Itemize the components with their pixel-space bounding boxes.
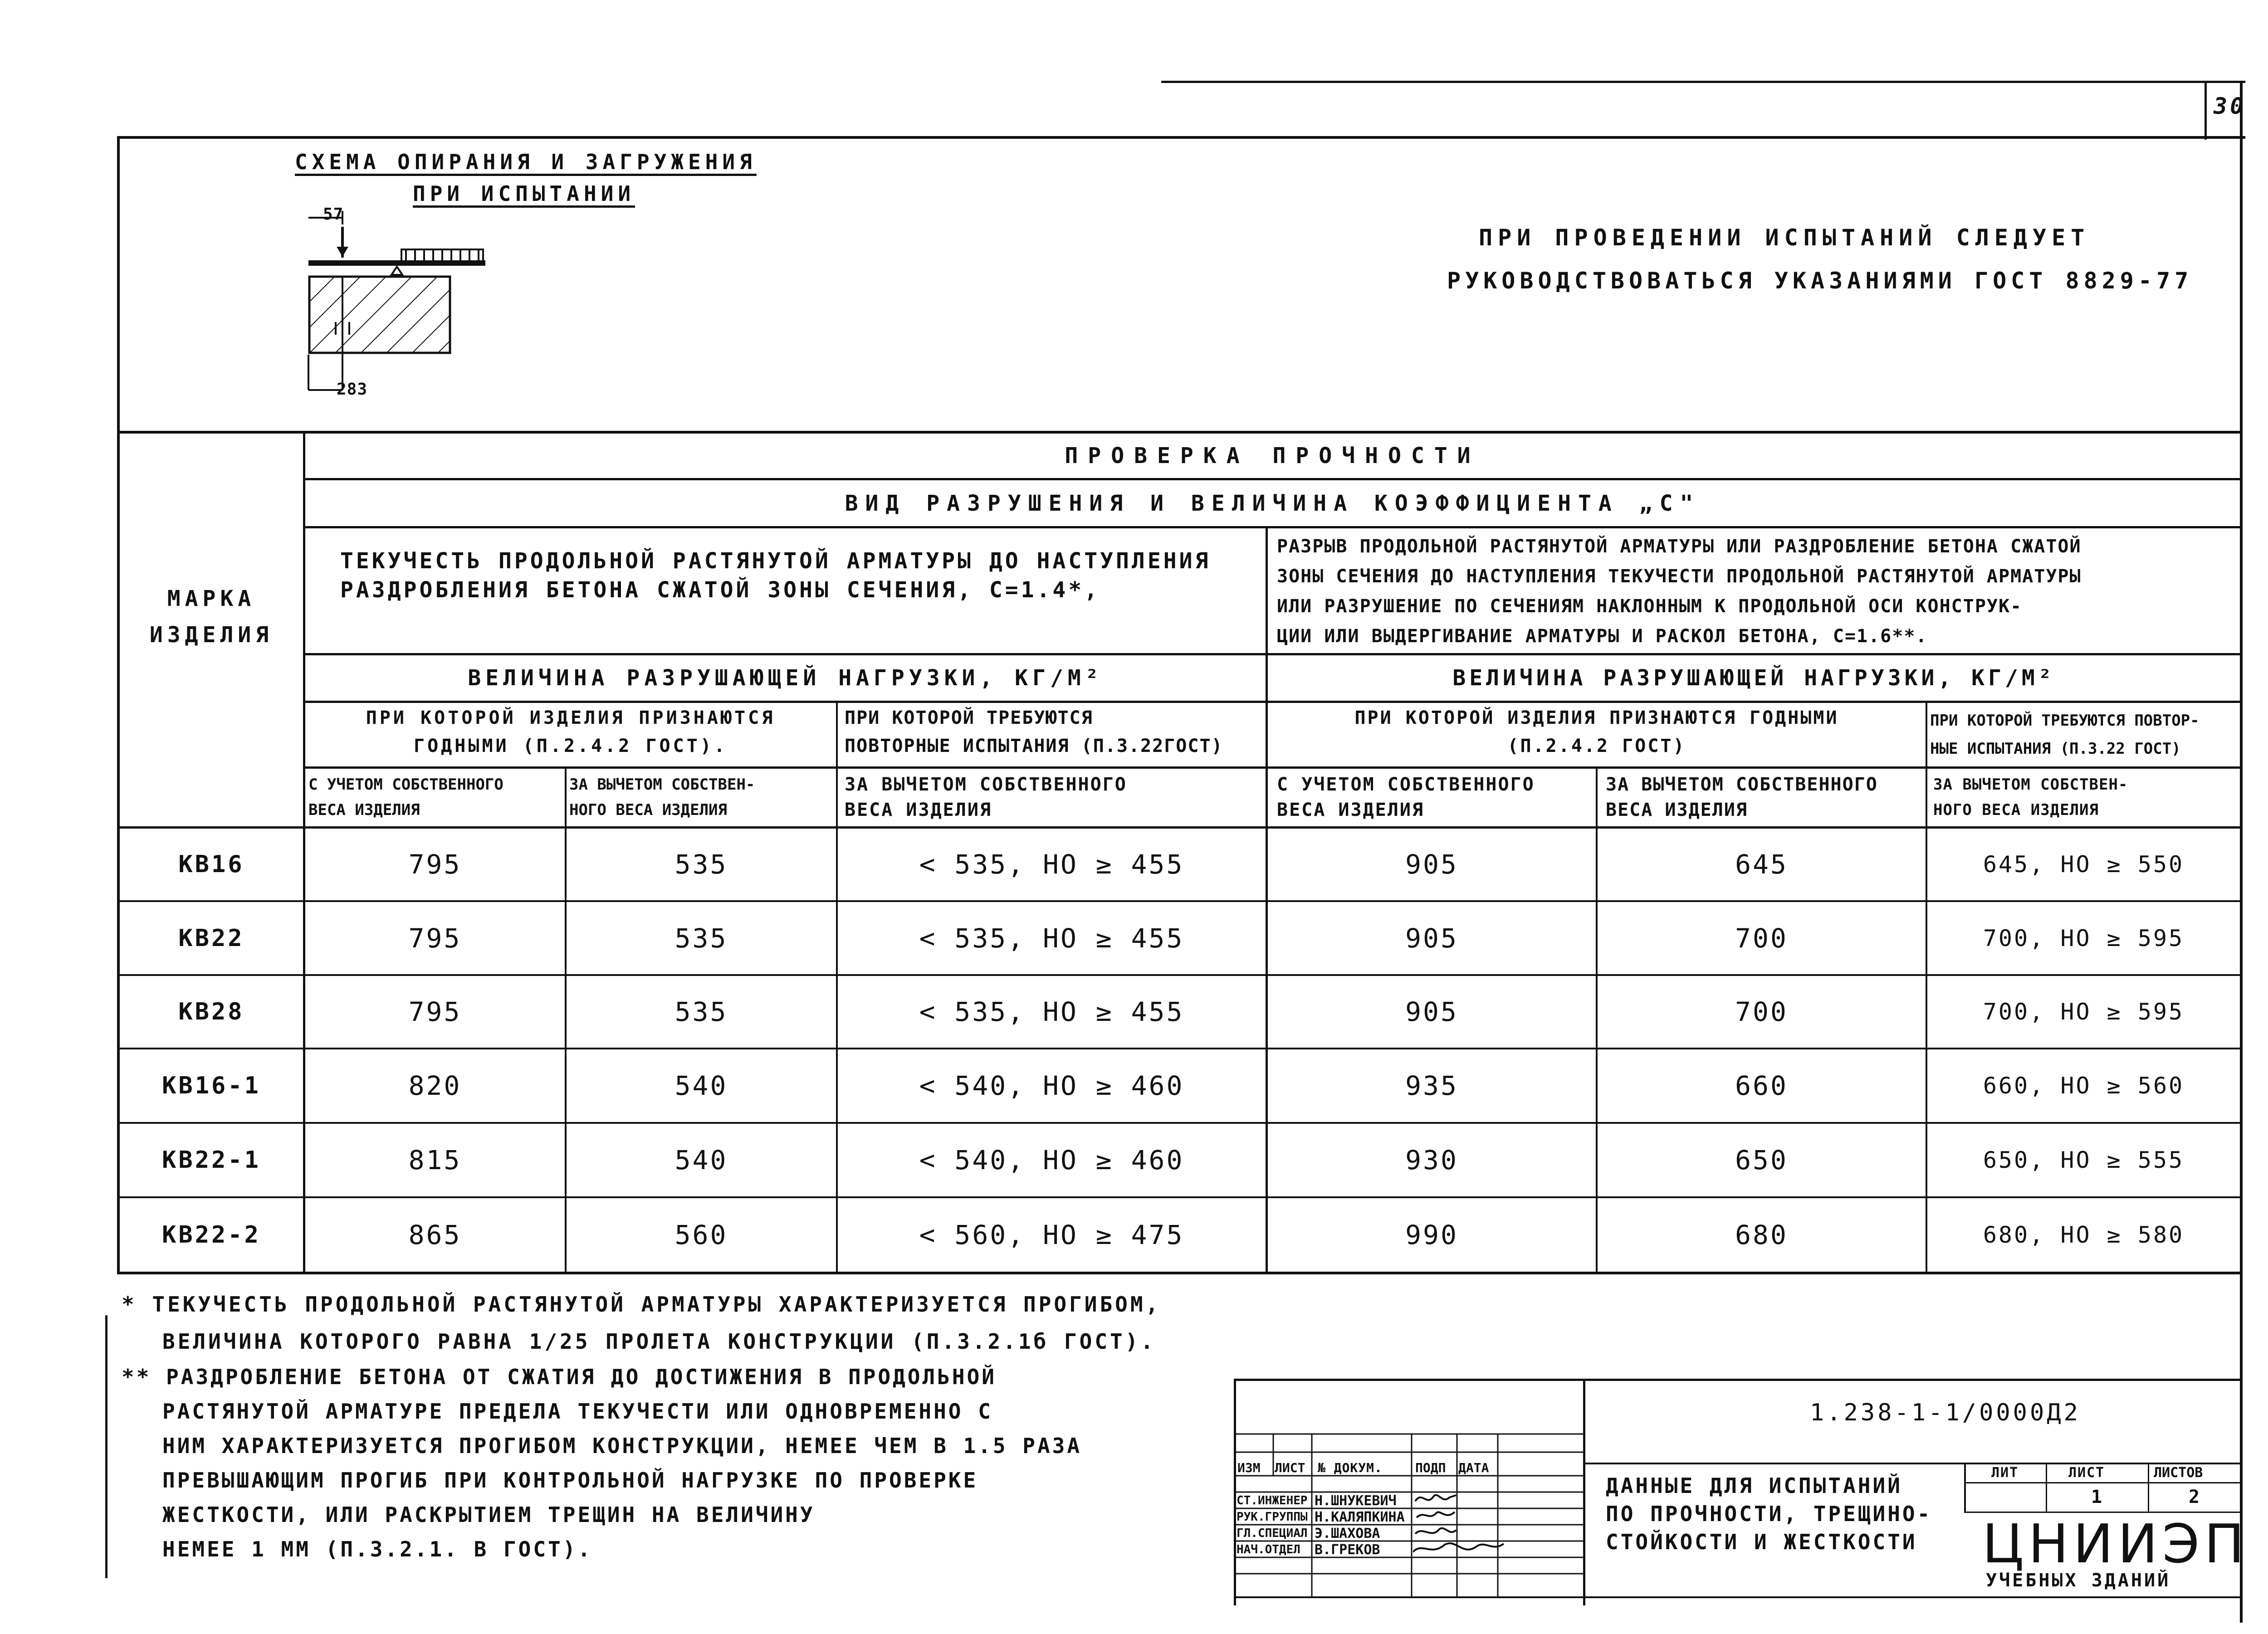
scheme-dim-bottom: 283 — [337, 380, 368, 399]
footnote-1 — [122, 1286, 1161, 1360]
row-6-c4: 990 — [1405, 1219, 1458, 1250]
mark-header-line1: МАРКА — [167, 586, 256, 611]
stamp-sheets-label: ЛИСТОВ — [2154, 1465, 2203, 1481]
org-subtitle: УЧЕБНЫХ ЗДАНИЙ — [1986, 1570, 2171, 1591]
subheader-c-line2: (П.2.4.2 ГОСТ) — [1507, 736, 1686, 756]
stamp-title-line3: СТОЙКОСТИ И ЖЕСТКОСТИ — [1606, 1530, 1917, 1554]
stamp-divider-h — [1583, 1463, 2243, 1464]
subheader-d — [1930, 707, 2200, 763]
footnote-2-line5: ЖЕСТКОСТИ, ИЛИ РАСКРЫТИЕМ ТРЕЩИН НА ВЕЛИЧИНУ — [162, 1502, 815, 1527]
row-6-mark: КВ22-2 — [162, 1221, 261, 1249]
subheader-c — [1268, 704, 1926, 760]
test-note-line1: ПРИ ПРОВЕДЕНИИ ИСПЫТАНИЙ СЛЕДУЕТ — [1479, 224, 2090, 251]
stamp-hdr-izm: ИЗМ — [1237, 1460, 1261, 1475]
col-header-4-line1: С УЧЕТОМ СОБСТВЕННОГО — [1277, 774, 1535, 795]
row-3-mark: КВ28 — [178, 998, 244, 1025]
row-3-c1: 795 — [408, 996, 462, 1027]
table-line-h4 — [303, 701, 2243, 703]
row-1-c2: 535 — [675, 849, 728, 880]
load-header-right: ВЕЛИЧИНА РАЗРУШАЮЩЕЙ НАГРУЗКИ, КГ/М² — [1452, 665, 2055, 691]
support-loading-scheme-drawing — [299, 209, 490, 408]
row-4-mark: КВ16-1 — [162, 1072, 261, 1099]
row-4-c2: 540 — [675, 1070, 728, 1101]
col-header-2-line2: НОГО ВЕСА ИЗДЕЛИЯ — [569, 801, 727, 819]
subheader-a-line1: ПРИ КОТОРОЙ ИЗДЕЛИЯ ПРИЗНАЮТСЯ — [366, 707, 776, 728]
row-5-c3: < 540, НО ≥ 460 — [919, 1145, 1184, 1176]
footnote-2-line4: ПРЕВЫШАЮЩИМ ПРОГИБ ПРИ КОНТРОЛЬНОЙ НАГРУЗКЕ ПО ПРОВЕРКЕ — [162, 1468, 978, 1493]
col-header-5-line1: ЗА ВЫЧЕТОМ СОБСТВЕННОГО — [1606, 774, 1878, 795]
stamp-role-3: ГЛ.СПЕЦИАЛ — [1237, 1527, 1308, 1540]
row-1-c5: 645 — [1735, 849, 1788, 880]
subheader-b — [845, 704, 1223, 760]
row-3-c5: 700 — [1735, 996, 1788, 1027]
stamp-role-1: СТ.ИНЖЕНЕР — [1237, 1494, 1308, 1507]
row-2-c2: 535 — [675, 922, 728, 954]
col-header-2-line1: ЗА ВЫЧЕТОМ СОБСТВЕН- — [569, 776, 755, 794]
row-5-c4: 930 — [1405, 1145, 1458, 1176]
row-1-c3: < 535, НО ≥ 455 — [919, 849, 1184, 880]
row-2-c1: 795 — [408, 922, 462, 954]
stamp-title-line1: ДАННЫЕ ДЛЯ ИСПЫТАНИЙ — [1606, 1473, 1902, 1498]
stamp-signatures — [1413, 1488, 1545, 1584]
row-2-mark: КВ22 — [178, 924, 244, 952]
stamp-hdr-list: ЛИСТ — [1275, 1460, 1305, 1475]
mark-header — [120, 580, 303, 653]
row-3-c3: < 535, НО ≥ 455 — [919, 996, 1184, 1027]
row-6-c6: 680, НО ≥ 580 — [1983, 1222, 2185, 1248]
failure-left-line1: ТЕКУЧЕСТЬ ПРОДОЛЬНОЙ РАСТЯНУТОЙ АРМАТУРЫ ДО НАСТУПЛЕНИЯ — [340, 548, 1211, 574]
failure-right-line1: РАЗРЫВ ПРОДОЛЬНОЙ РАСТЯНУТОЙ АРМАТУРЫ ИЛИ РАЗДРОБЛЕНИЕ БЕТОНА СЖАТОЙ — [1277, 536, 2082, 557]
stamp-lit-col2 — [2148, 1463, 2149, 1512]
row-2-c5: 700 — [1735, 922, 1788, 954]
footnote-2-line3: НИМ ХАРАКТЕРИЗУЕТСЯ ПРОГИБОМ КОНСТРУКЦИИ, НЕМЕЕ ЧЕМ В 1.5 РАЗА — [162, 1434, 1082, 1458]
col-header-5 — [1606, 772, 1878, 823]
subheader-a-line2: ГОДНЫМИ (П.2.4.2 ГОСТ). — [414, 736, 728, 756]
col-header-4-line2: ВЕСА ИЗДЕЛИЯ — [1277, 800, 1424, 820]
footnote-2-line1: ** РАЗДРОБЛЕНИЕ БЕТОНА ОТ СЖАТИЯ ДО ДОСТИЖЕНИЯ В ПРОДОЛЬНОЙ — [122, 1365, 997, 1389]
col-header-6 — [1933, 772, 2128, 823]
row-1-c1: 795 — [408, 849, 462, 880]
row-6-c5: 680 — [1735, 1219, 1788, 1250]
stamp-lit-label: ЛИТ — [1991, 1465, 2019, 1481]
col-header-1-line2: ВЕСА ИЗДЕЛИЯ — [308, 801, 420, 819]
row-3-c6: 700, НО ≥ 595 — [1983, 999, 2185, 1025]
stamp-hdr-sign: ПОДП — [1415, 1460, 1446, 1475]
row-5-c1: 815 — [408, 1145, 462, 1176]
test-note-line2: РУКОВОДСТВОВАТЬСЯ УКАЗАНИЯМИ ГОСТ 8829-77 — [1447, 268, 2193, 294]
col-header-1 — [308, 772, 503, 823]
stamp-name-3: Э.ШАХОВА — [1315, 1526, 1380, 1541]
scheme-title-line1: СХЕМА ОПИРАНИЯ И ЗАГРУЖЕНИЯ — [295, 150, 757, 174]
col-header-2 — [569, 772, 755, 823]
org-logo: ЦНИИЭП — [1982, 1512, 2249, 1575]
subheader-b-line2: ПОВТОРНЫЕ ИСПЫТАНИЯ (П.3.22ГОСТ) — [845, 736, 1223, 756]
row-4-c6: 660, НО ≥ 560 — [1983, 1073, 2185, 1099]
failure-left-line2: РАЗДРОБЛЕНИЯ БЕТОНА СЖАТОЙ ЗОНЫ СЕЧЕНИЯ, С=1.4*, — [340, 577, 1100, 603]
stamp-name-1: Н.ШНУКЕВИЧ — [1315, 1493, 1397, 1509]
load-header-left: ВЕЛИЧИНА РАЗРУШАЮЩЕЙ НАГРУЗКИ, КГ/М² — [468, 665, 1103, 691]
table-bottom-line — [117, 1272, 2243, 1274]
row-6-c2: 560 — [675, 1219, 728, 1250]
row-2-c3: < 535, НО ≥ 455 — [919, 922, 1184, 954]
doc-code: 1.238-1-1/0000Д2 — [1810, 1399, 2081, 1426]
col-header-1-line1: С УЧЕТОМ СОБСТВЕННОГО — [308, 776, 503, 794]
page-number-box-left — [2204, 81, 2207, 140]
col-header-6-line2: НОГО ВЕСА ИЗДЕЛИЯ — [1933, 801, 2099, 819]
subheader-b-line1: ПРИ КОТОРОЙ ТРЕБУЮТСЯ — [845, 707, 1093, 728]
footnote-2 — [122, 1360, 1082, 1566]
row-6-c3: < 560, НО ≥ 475 — [919, 1219, 1184, 1250]
col-header-3-line2: ВЕСА ИЗДЕЛИЯ — [845, 800, 992, 820]
failure-type-title: ВИД РАЗРУШЕНИЯ И ВЕЛИЧИНА КОЭФФИЦИЕНТА „С" — [845, 490, 1701, 516]
stamp-lit-box-line — [1964, 1482, 2243, 1483]
failure-right-line3: ИЛИ РАЗРУШЕНИЕ ПО СЕЧЕНИЯМ НАКЛОННЫМ К ПРОДОЛЬНОЙ ОСИ КОНСТРУК- — [1277, 596, 2023, 617]
row-4-c4: 935 — [1405, 1070, 1458, 1101]
mark-header-line2: ИЗДЕЛИЯ — [149, 622, 274, 648]
frame-right-line — [2240, 81, 2243, 1623]
top-border-line — [1161, 81, 2245, 83]
col-header-4 — [1277, 772, 1535, 823]
row-1-c4: 905 — [1405, 849, 1458, 880]
subheader-a — [305, 704, 836, 760]
footnote-left-bar — [105, 1315, 108, 1578]
failure-right-text — [1277, 532, 2082, 651]
stamp-role-4: НАЧ.ОТДЕЛ — [1237, 1543, 1300, 1556]
col-header-5-line2: ВЕСА ИЗДЕЛИЯ — [1606, 800, 1748, 820]
row-5-c6: 650, НО ≥ 555 — [1983, 1147, 2185, 1173]
stamp-title — [1606, 1472, 1932, 1556]
footnote-2-line6: НЕМЕЕ 1 ММ (П.3.2.1. В ГОСТ). — [162, 1537, 593, 1561]
col-header-3 — [845, 772, 1127, 823]
stamp-title-line2: ПО ПРОЧНОСТИ, ТРЕЩИНО- — [1606, 1502, 1932, 1526]
subheader-c-line1: ПРИ КОТОРОЙ ИЗДЕЛИЯ ПРИЗНАЮТСЯ ГОДНЫМИ — [1354, 707, 1839, 728]
stamp-lit-box-left — [1964, 1463, 1966, 1512]
stamp-sheets-value: 2 — [2189, 1487, 2203, 1507]
row-3-c4: 905 — [1405, 996, 1458, 1027]
failure-left-text — [340, 546, 1211, 605]
row-6-c1: 865 — [408, 1219, 462, 1250]
scheme-dim-top: 57 — [323, 205, 344, 224]
row-3-c2: 535 — [675, 996, 728, 1027]
failure-right-line4: ЦИИ ИЛИ ВЫДЕРГИВАНИЕ АРМАТУРЫ И РАСКОЛ БЕТОНА, С=1.6**. — [1277, 626, 1928, 647]
row-5-mark: КВ22-1 — [162, 1146, 261, 1174]
stamp-lit-col1 — [2046, 1463, 2047, 1512]
col-header-6-line1: ЗА ВЫЧЕТОМ СОБСТВЕН- — [1933, 776, 2128, 794]
row-4-c1: 820 — [408, 1070, 462, 1101]
footnote-1-line1: * ТЕКУЧЕСТЬ ПРОДОЛЬНОЙ РАСТЯНУТОЙ АРМАТУРЫ ХАРАКТЕРИЗУЕТСЯ ПРОГИБОМ, — [122, 1292, 1161, 1317]
row-5-c2: 540 — [675, 1145, 728, 1176]
row-2-c4: 905 — [1405, 922, 1458, 954]
table-line-h5 — [303, 766, 2243, 769]
stamp-name-4: В.ГРЕКОВ — [1315, 1542, 1380, 1558]
row-1-mark: КВ16 — [178, 851, 244, 878]
stamp-hdr-doc: № ДОКУМ. — [1318, 1460, 1383, 1475]
scheme-title-line2: ПРИ ИСПЫТАНИИ — [413, 181, 635, 206]
stamp-name-2: Н.КАЛЯПКИНА — [1315, 1509, 1405, 1525]
col-header-3-line1: ЗА ВЫЧЕТОМ СОБСТВЕННОГО — [845, 774, 1127, 795]
frame-top-line — [117, 136, 2245, 139]
row-2-c6: 700, НО ≥ 595 — [1983, 925, 2185, 951]
row-1-c6: 645, НО ≥ 550 — [1983, 851, 2185, 878]
stamp-hdr-date: ДАТА — [1458, 1460, 1489, 1475]
stamp-role-2: РУК.ГРУППЫ — [1237, 1510, 1308, 1524]
failure-right-line2: ЗОНЫ СЕЧЕНИЯ ДО НАСТУПЛЕНИЯ ТЕКУЧЕСТИ ПРОДОЛЬНОЙ РАСТЯНУТОЙ АРМАТУРЫ — [1277, 566, 2082, 587]
subheader-d-line2: НЫЕ ИСПЫТАНИЯ (П.3.22 ГОСТ) — [1930, 740, 2181, 758]
row-4-c3: < 540, НО ≥ 460 — [919, 1070, 1184, 1101]
row-5-c5: 650 — [1735, 1145, 1788, 1176]
table-line-h2 — [303, 526, 2243, 528]
stamp-sheet-label: ЛИСТ — [2068, 1465, 2105, 1481]
row-4-c5: 660 — [1735, 1070, 1788, 1101]
subheader-d-line1: ПРИ КОТОРОЙ ТРЕБУЮТСЯ ПОВТОР- — [1930, 712, 2200, 730]
stamp-sheet-value: 1 — [2091, 1487, 2105, 1507]
page-number: 30 — [2214, 93, 2247, 119]
footnote-2-line2: РАСТЯНУТОЙ АРМАТУРЕ ПРЕДЕЛА ТЕКУЧЕСТИ ИЛИ ОДНОВРЕМЕННО С — [162, 1399, 993, 1424]
footnote-1-line2: ВЕЛИЧИНА КОТОРОГО РАВНА 1/25 ПРОЛЕТА КОНСТРУКЦИИ (П.3.2.1б ГОСТ). — [162, 1329, 1156, 1354]
strength-check-title: ПРОВЕРКА ПРОЧНОСТИ — [1065, 443, 1481, 468]
